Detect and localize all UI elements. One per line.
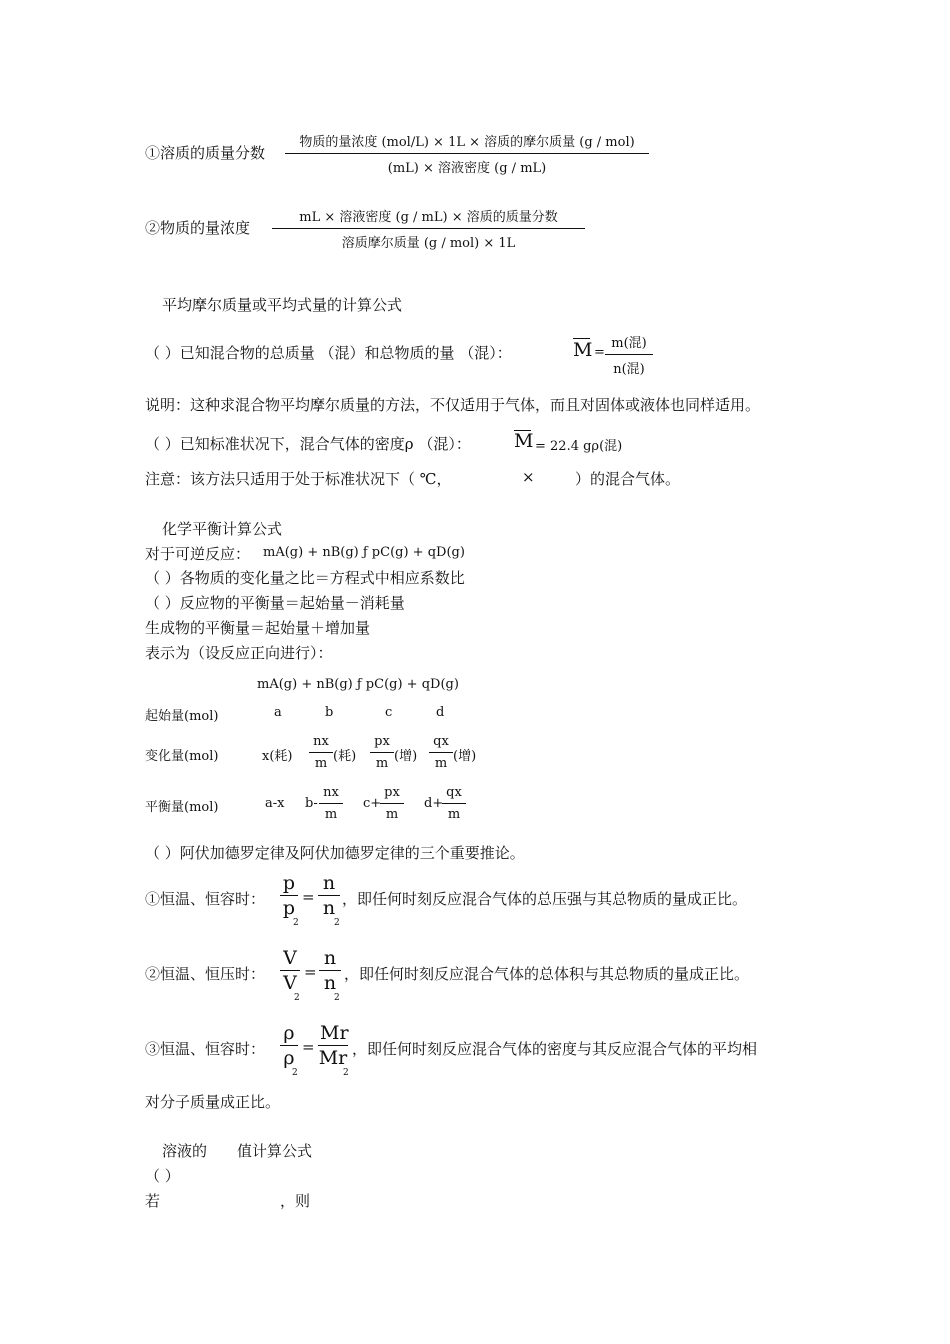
row-equilibrium-d-fraction xyxy=(442,785,466,822)
inference3-left-fraction xyxy=(280,1022,298,1069)
rule-reactant-equilibrium: （ ）反应物的平衡量＝起始量－消耗量 xyxy=(145,594,405,612)
fraction-numerator: n xyxy=(323,947,337,969)
fraction-denominator: m xyxy=(434,756,448,771)
subscript: 2 xyxy=(334,918,340,928)
fraction-numerator: nx xyxy=(313,734,329,749)
inference3-label: ③恒温、恒容时： xyxy=(145,1040,266,1058)
row-equilibrium-a: a-x xyxy=(265,796,285,811)
table-equation: mA(g) + nB(g) ƒ pC(g) + qD(g) xyxy=(257,677,459,692)
row-change-d-tag: (增) xyxy=(453,749,477,764)
row-equilibrium-d-prefix: d+ xyxy=(424,796,444,811)
molar-concentration-denominator: 溶质摩尔质量 (g / mol) × 1L xyxy=(341,236,516,251)
solution-condition-b: ，则 xyxy=(280,1192,311,1210)
inference2-right-fraction xyxy=(319,947,341,994)
row-equilibrium-c-prefix: c+ xyxy=(363,796,382,811)
row-equilibrium-b-fraction xyxy=(319,785,343,822)
note-applicability: 说明：这种求混合物平均摩尔质量的方法，不仅适用于气体，而且对固体或液体也同样适用。 xyxy=(145,396,761,414)
molar-concentration-formula xyxy=(272,206,585,251)
fraction-denominator: m xyxy=(314,756,328,771)
fraction-numerator: px xyxy=(374,734,390,749)
equals-sign: = xyxy=(594,345,605,360)
inference2-label: ②恒温、恒压时： xyxy=(145,965,266,983)
average-molar-mass-symbol-2: M xyxy=(514,430,534,452)
fraction-numerator: m(混) xyxy=(611,336,647,351)
mass-fraction-numerator: 物质的量浓度 (mol/L) × 1L × 溶质的摩尔质量 (g / mol) xyxy=(299,135,635,150)
molar-concentration-numerator: mL × 溶液密度 (g / mL) × 溶质的质量分数 xyxy=(299,210,558,225)
fraction-numerator: ρ xyxy=(283,1022,295,1044)
solution-item: （ ） xyxy=(145,1167,180,1185)
fraction-denominator: m xyxy=(385,807,399,822)
fraction-denominator: m xyxy=(447,807,461,822)
fraction-numerator: n xyxy=(322,872,336,894)
row-equilibrium-label: 平衡量(mol) xyxy=(145,800,219,815)
fraction-numerator: px xyxy=(384,785,400,800)
rule-product-equilibrium: 生成物的平衡量＝起始量＋增加量 xyxy=(145,619,371,637)
fraction-numerator: qx xyxy=(446,785,462,800)
fraction-denominator: n xyxy=(323,972,337,994)
reversible-reaction-equation: mA(g) + nB(g) ƒ pC(g) + qD(g) xyxy=(263,545,465,560)
equals-sign: = xyxy=(304,963,317,981)
inference1-text: ，即任何时刻反应混合气体的总压强与其总物质的量成正比。 xyxy=(342,890,748,908)
section-title-solution-a: 溶液的 xyxy=(162,1142,208,1160)
row-equilibrium-b-prefix: b- xyxy=(305,796,318,811)
subscript: 2 xyxy=(293,918,299,928)
rule-change-ratio: （ ）各物质的变化量之比＝方程式中相应系数比 xyxy=(145,569,465,587)
row-change-c-fraction xyxy=(370,734,394,771)
fraction-denominator: ρ xyxy=(283,1047,295,1069)
inference3-text-continued: 对分子质量成正比。 xyxy=(145,1093,281,1111)
paragraph-standard-density: （ ）已知标准状况下，混合气体的密度ρ （混）： xyxy=(145,435,471,453)
fraction-denominator: m xyxy=(375,756,389,771)
average-molar-mass-symbol: M xyxy=(573,339,593,361)
row-change-label: 变化量(mol) xyxy=(145,749,219,764)
avogadro-intro: （ ）阿伏加德罗定律及阿伏加德罗定律的三个重要推论。 xyxy=(145,844,525,862)
inference3-text: ，即任何时刻反应混合气体的密度与其反应混合气体的平均相 xyxy=(352,1040,758,1058)
section-title-solution-b: 值计算公式 xyxy=(237,1142,313,1160)
mass-fraction-formula xyxy=(285,131,649,176)
fraction-numerator: nx xyxy=(323,785,339,800)
fraction-numerator: V xyxy=(283,947,297,969)
note-standard-conditions-c: ）的混合气体。 xyxy=(575,470,681,488)
fraction-denominator: n xyxy=(322,897,336,919)
section-title-chemical-equilibrium: 化学平衡计算公式 xyxy=(162,520,283,538)
row-change-b-fraction xyxy=(309,734,333,771)
inference1-label: ①恒温、恒容时： xyxy=(145,890,266,908)
equals-sign: = xyxy=(302,888,315,906)
reversible-reaction-label: 对于可逆反应： xyxy=(145,545,251,563)
molar-concentration-label: ②物质的量浓度 xyxy=(145,219,251,237)
subscript: 2 xyxy=(292,1068,298,1078)
row-change-d-fraction xyxy=(429,734,453,771)
row-start-label: 起始量(mol) xyxy=(145,709,219,724)
row-change-a: x(耗) xyxy=(262,749,293,764)
fraction-denominator: p xyxy=(282,897,296,919)
subscript: 2 xyxy=(294,993,300,1003)
row-start-a: a xyxy=(274,705,282,720)
representation-intro: 表示为（设反应正向进行）： xyxy=(145,644,333,662)
fraction-denominator: V xyxy=(283,972,297,994)
average-molar-mass-fraction xyxy=(605,332,653,377)
subscript: 2 xyxy=(343,1068,349,1078)
note-standard-conditions-b: × xyxy=(522,468,535,486)
row-change-b-tag: (耗) xyxy=(333,749,357,764)
section-title-average-molar-mass: 平均摩尔质量或平均式量的计算公式 xyxy=(162,296,403,314)
row-start-d: d xyxy=(436,705,445,720)
inference1-right-fraction xyxy=(318,872,340,919)
mass-fraction-label: ①溶质的质量分数 xyxy=(145,144,266,162)
mass-fraction-denominator: (mL) × 溶液密度 (g / mL) xyxy=(387,161,547,176)
inference1-left-fraction xyxy=(280,872,298,919)
inference2-text: ，即任何时刻反应混合气体的总体积与其总物质的量成正比。 xyxy=(344,965,750,983)
fraction-numerator: p xyxy=(282,872,296,894)
row-start-b: b xyxy=(325,705,334,720)
subscript: 2 xyxy=(334,993,340,1003)
fraction-denominator: Mr xyxy=(318,1047,348,1069)
density-formula: = 22.4 gρ(混) xyxy=(535,439,623,454)
fraction-numerator: Mr xyxy=(320,1022,349,1044)
inference3-right-fraction xyxy=(318,1022,348,1069)
note-standard-conditions-a: 注意：该方法只适用于处于标准状况下（ ℃， xyxy=(145,470,452,488)
row-start-c: c xyxy=(385,705,393,720)
equals-sign: = xyxy=(302,1038,315,1056)
fraction-denominator: n(混) xyxy=(613,362,645,377)
row-change-c-tag: (增) xyxy=(394,749,418,764)
paragraph-mixture-mass: （ ）已知混合物的总质量 （混）和总物质的量 （混）： xyxy=(145,344,512,362)
fraction-denominator: m xyxy=(324,807,338,822)
row-equilibrium-c-fraction xyxy=(380,785,404,822)
fraction-numerator: qx xyxy=(433,734,449,749)
inference2-left-fraction xyxy=(280,947,300,994)
solution-condition-a: 若 xyxy=(145,1192,161,1210)
